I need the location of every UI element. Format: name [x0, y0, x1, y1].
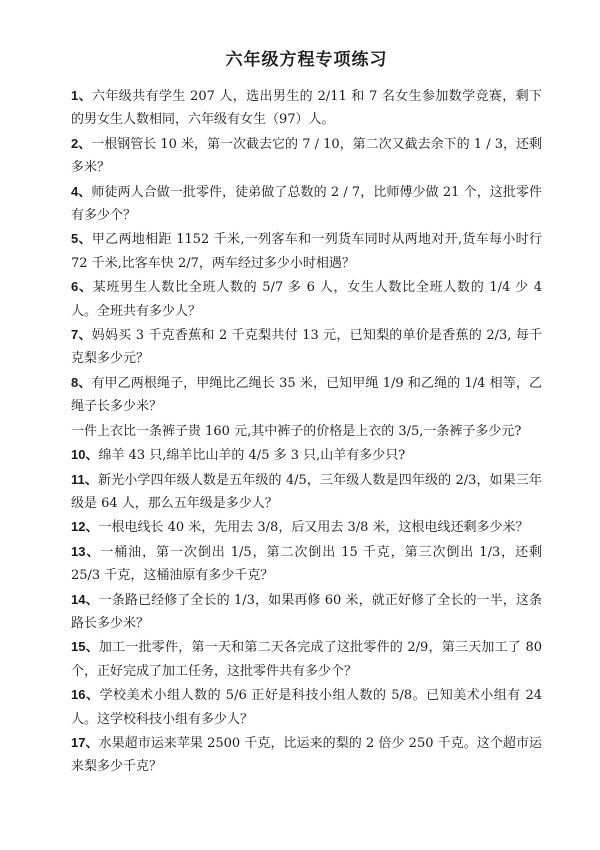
problem-item — [71, 635, 542, 683]
problem-text: 一根电线长 40 米，先用去 3/8，后又用去 3/8 米，这根电线还剩多少米？ — [98, 520, 529, 536]
problem-number: 2、 — [71, 135, 92, 151]
problem-item — [71, 275, 542, 323]
problem-number: 5、 — [71, 231, 92, 247]
problem-item — [71, 132, 542, 180]
problem-item — [71, 227, 542, 275]
problem-number: 7、 — [71, 327, 92, 343]
problem-item — [71, 468, 542, 516]
problem-item — [71, 323, 542, 371]
problem-text: 学校美术小组人数的 5/6 正好是科技小组人数的 5/8。已知美术小组有 24 人。这学校科技小组有多少人？ — [71, 688, 542, 727]
problem-item — [71, 180, 542, 228]
problem-text: 一桶油，第一次倒出 1/5，第二次倒出 15 千克，第三次倒出 1/3，还剩 25/3 千克，这桶油原有多少千克？ — [71, 544, 542, 584]
problem-text: 一件上衣比一条裤子贵 160 元,其中裤子的价格是上衣的 3/5,一条裤子多少元? — [71, 423, 522, 439]
problem-text: 一条路已经修了全长的 1/3，如果再修 60 米，就正好修了全长的一半，这条路长多少米？ — [71, 592, 542, 631]
problem-number: 17、 — [71, 734, 99, 750]
problem-text: 一根钢管长 10 米，第一次截去它的 7 / 10，第二次又截去余下的 1 / 3，还剩多米？ — [71, 136, 542, 176]
problem-text: 加工一批零件，第一天和第二天各完成了这批零件的 2/9，第三天加工了 80 个，正好完成了加工任务，这批零件共有多少个？ — [71, 640, 542, 679]
problem-item — [71, 419, 542, 443]
problem-text: 师徒两人合做一批零件，徒弟做了总数的 2 / 7，比师傅少做 21 个，这批零件有多少个？ — [71, 184, 542, 224]
problem-item — [71, 443, 542, 467]
problem-text: 新光小学四年级人数是五年级的 4/5，三年级人数是四年级的 2/3，如果三年级是 64 人，那么五年级是多少人？ — [71, 472, 542, 511]
problem-number: 1、 — [71, 88, 92, 103]
document-title: 六年级方程专项练习 — [225, 50, 388, 70]
problem-number: 4、 — [71, 183, 92, 199]
problem-text: 有甲乙两根绳子，甲绳比乙绳长 35 米，已知甲绳 1/9 和乙绳的 1/4 相等，乙绳子长多少米？ — [71, 375, 542, 415]
problem-list — [71, 84, 542, 779]
problem-number: 14、 — [71, 591, 99, 607]
problem-item — [71, 588, 542, 636]
problem-number: 13、 — [71, 543, 101, 559]
problem-item — [71, 540, 542, 588]
problem-text: 某班男生人数比全班人数的 5/7 多 6 人，女生人数比全班人数的 1/4 少 4 人。全班共有多少人？ — [71, 280, 542, 319]
problem-text: 水果超市运来苹果 2500 千克，比运来的梨的 2 倍少 250 千克。这个超市运来梨多少千克？ — [71, 735, 542, 775]
problem-item — [71, 683, 542, 731]
problem-text: 妈妈买 3 千克香蕉和 2 千克梨共付 13 元，已知梨的单价是香蕉的 2/3, 每千克梨多少元？ — [71, 328, 543, 367]
problem-item — [71, 731, 542, 779]
problem-number: 8、 — [71, 374, 92, 390]
problem-number: 6、 — [71, 279, 93, 295]
problem-item — [71, 515, 542, 539]
problem-text: 六年级共有学生 207 人，选出男生的 2/11 和 7 名女生参加数学竞赛，剩下的男女生人数相同，六年级有女生（97）人。 — [71, 89, 542, 128]
problem-text: 绵羊 43 只,绵羊比山羊的 4/5 多 3 只,山羊有多少只? — [98, 448, 406, 464]
problem-text: 甲乙两地相距 1152 千米,一列客车和一列货车同时从两地对开,货车每小时行 72 千米,比客车快 2/7，两车经过多少小时相遇？ — [71, 232, 542, 271]
problem-item — [71, 84, 542, 132]
problem-item — [71, 371, 542, 419]
problem-number: 10、 — [71, 447, 99, 463]
problem-number: 16、 — [71, 687, 100, 703]
problem-number: 12、 — [71, 519, 99, 535]
problem-number: 11、 — [71, 471, 98, 487]
problem-number: 15、 — [71, 639, 99, 655]
